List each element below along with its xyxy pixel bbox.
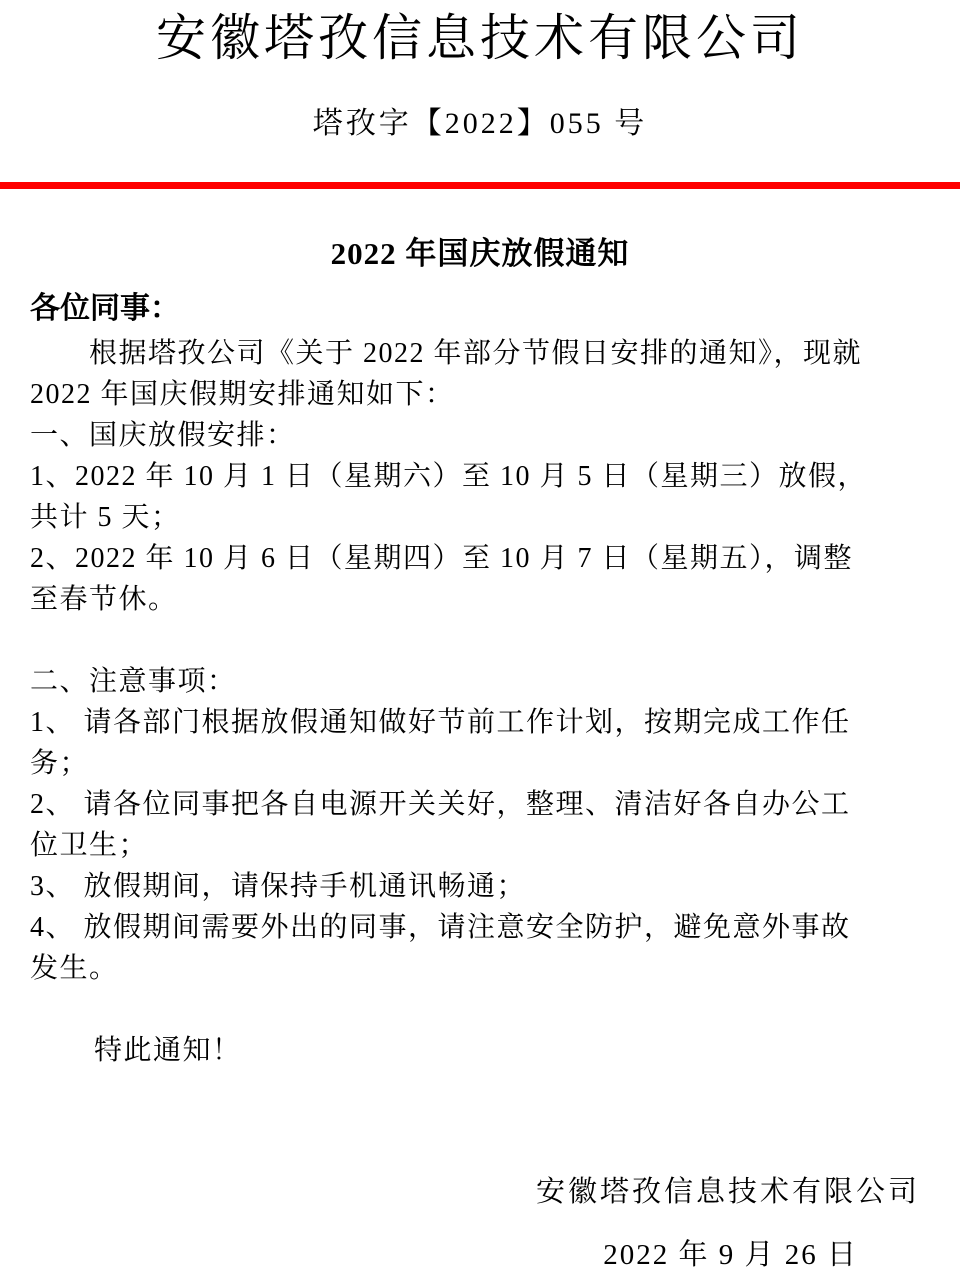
body-line xyxy=(30,620,932,661)
body-line: 1、 请各部门根据放假通知做好节前工作计划，按期完成工作任 xyxy=(30,707,851,738)
body-line: 2022 年国庆假期安排通知如下： xyxy=(30,379,455,410)
signature-company: 安徽塔孜信息技术有限公司 xyxy=(535,1176,920,1208)
body-line: 二、注意事项： xyxy=(30,666,237,697)
body-line: 4、 放假期间需要外出的同事，请注意安全防护，避免意外事故 xyxy=(30,912,851,943)
body-line: 发生。 xyxy=(30,953,119,984)
document-number: 塔孜字【2022】055 号 xyxy=(312,107,648,140)
body-line: 2、2022 年 10 月 6 日（星期四）至 10 月 7 日（星期五），调整 xyxy=(30,543,854,574)
closing-line: 特此通知！ xyxy=(94,1035,242,1066)
notice-body xyxy=(0,333,960,989)
red-divider xyxy=(0,182,960,189)
body-line: 位卫生； xyxy=(30,830,149,861)
body-line: 3、 放假期间，请保持手机通讯畅通； xyxy=(30,871,527,902)
company-name-heading: 安徽塔孜信息技术有限公司 xyxy=(156,10,804,66)
salutation: 各位同事： xyxy=(30,292,180,325)
body-line: 1、2022 年 10 月 1 日（星期六）至 10 月 5 日（星期三）放假， xyxy=(30,461,868,492)
body-line: 2、 请各位同事把各自电源开关关好，整理、清洁好各自办公工 xyxy=(30,789,851,820)
notice-title: 2022 年国庆放假通知 xyxy=(330,236,630,271)
body-line: 共计 5 天； xyxy=(30,502,181,533)
body-line: 至春节休。 xyxy=(30,584,178,615)
notice-date: 2022 年 9 月 26 日 xyxy=(603,1239,858,1271)
body-line: 务； xyxy=(30,748,90,779)
body-line: 一、国庆放假安排： xyxy=(30,420,296,451)
body-line: 根据塔孜公司《关于 2022 年部分节假日安排的通知》，现就 xyxy=(30,338,863,369)
